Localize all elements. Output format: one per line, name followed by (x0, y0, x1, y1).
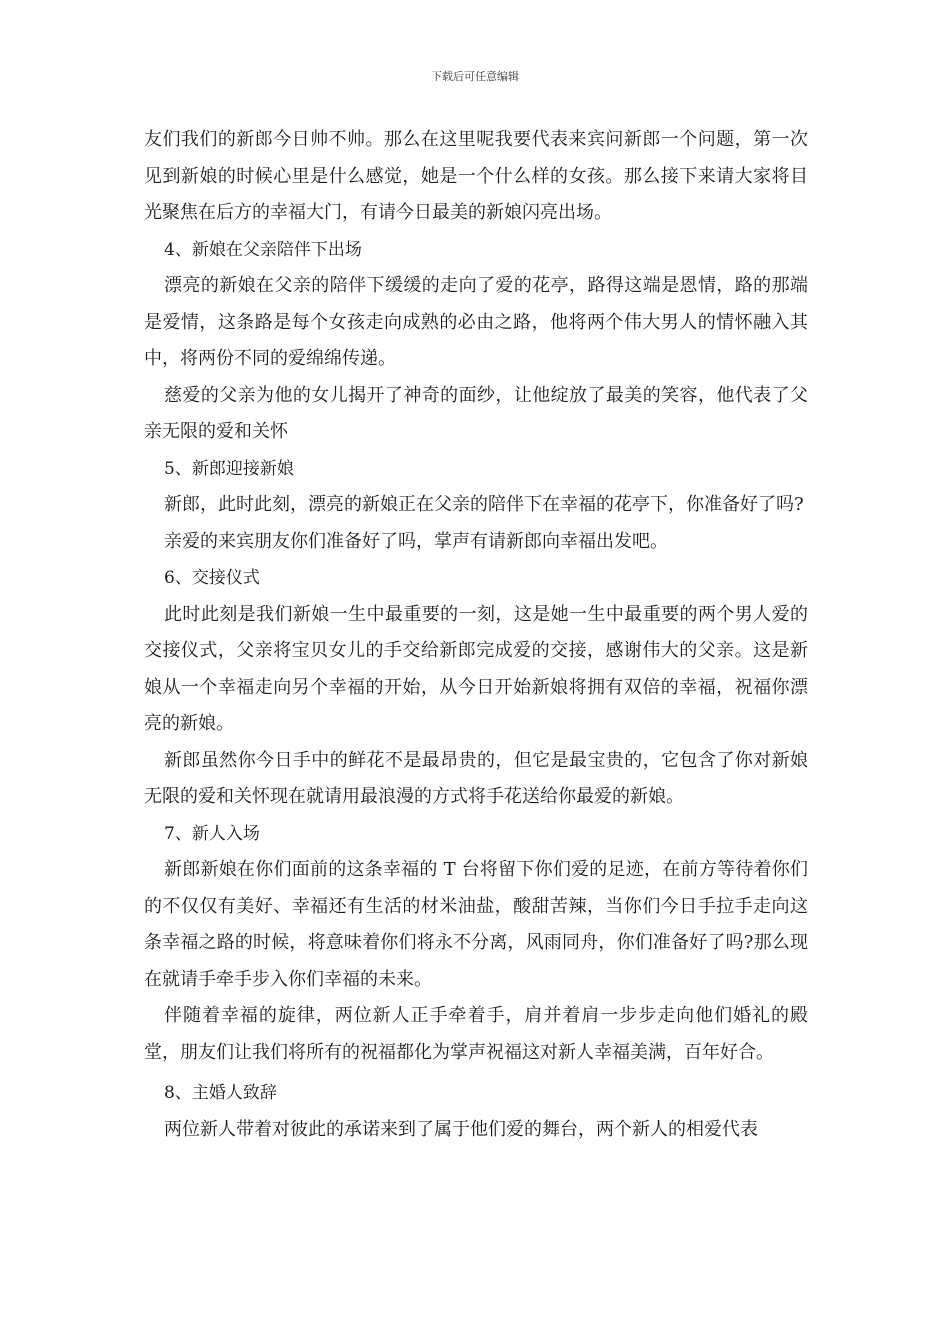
page-header: 下载后可任意编辑 (431, 70, 519, 83)
paragraph: 慈爱的父亲为他的女儿揭开了神奇的面纱，让他绽放了最美的笑容，他代表了父亲无限的爱和关怀 (144, 384, 808, 442)
section-heading-7: 7、新人入场 (164, 823, 260, 844)
paragraph: 漂亮的新娘在父亲的陪伴下缓缓的走向了爱的花亭，路得这端是恩情，路的那端是爱情，这条路是每个女孩走向成熟的必由之路，他将两个伟大男人的情怀融入其中，将两份不同的爱绵绵传递。 (144, 275, 808, 369)
paragraph-intro: 友们我们的新郎今日帅不帅。那么在这里呢我要代表来宾问新郎一个问题，第一次见到新娘的时候心里是什么感觉，她是一个什么样的女孩。那么接下来请大家将目光聚焦在后方的幸福大门，有请今日最美的新娘闪亮出场。 (144, 129, 808, 223)
paragraph: 新郎虽然你今日手中的鲜花不是最昂贵的，但它是最宝贵的，它包含了你对新娘无限的爱和关怀现在就请用最浪漫的方式将手花送给你最爱的新娘。 (144, 749, 808, 807)
section-heading-6: 6、交接仪式 (164, 568, 260, 588)
paragraph: 新郎，此时此刻，漂亮的新娘正在父亲的陪伴下在幸福的花亭下，你准备好了吗? (164, 494, 804, 515)
section-heading-5: 5、新郎迎接新娘 (164, 458, 294, 479)
paragraph: 新郎新娘在你们面前的这条幸福的 T 台将留下你们爱的足迹，在前方等待着你们的不仅仅有美好、幸福还有生活的材米油盐，酸甜苦辣，当你们今日手拉手走向这条幸福之路的时候，将意味着你们将永不分离，风雨同舟，你们准备好了吗?那么现在就请手牵手步入你们幸福的未来。 (144, 859, 808, 990)
paragraph: 此时此刻是我们新娘一生中最重要的一刻，这是她一生中最重要的两个男人爱的交接仪式，父亲将宝贝女儿的手交给新郎完成爱的交接，感谢伟大的父亲。这是新娘从一个幸福走向另个幸福的开始，从今日开始新娘将拥有双倍的幸福，祝福你漂亮的新娘。 (144, 603, 808, 734)
paragraph: 伴随着幸福的旋律，两位新人正手牵着手，肩并着肩一步步走向他们婚礼的殿堂，朋友们让我们将所有的祝福都化为掌声祝福这对新人幸福美满，百年好合。 (144, 1005, 808, 1063)
document-body (144, 122, 808, 1148)
section-heading-8: 8、主婚人致辞 (164, 1083, 277, 1103)
section-heading-4: 4、新娘在父亲陪伴下出场 (164, 239, 362, 260)
paragraph: 两位新人带着对彼此的承诺来到了属于他们爱的舞台，两个新人的相爱代表 (164, 1118, 758, 1140)
paragraph: 亲爱的来宾朋友你们准备好了吗，掌声有请新郎向幸福出发吧。 (164, 530, 668, 552)
